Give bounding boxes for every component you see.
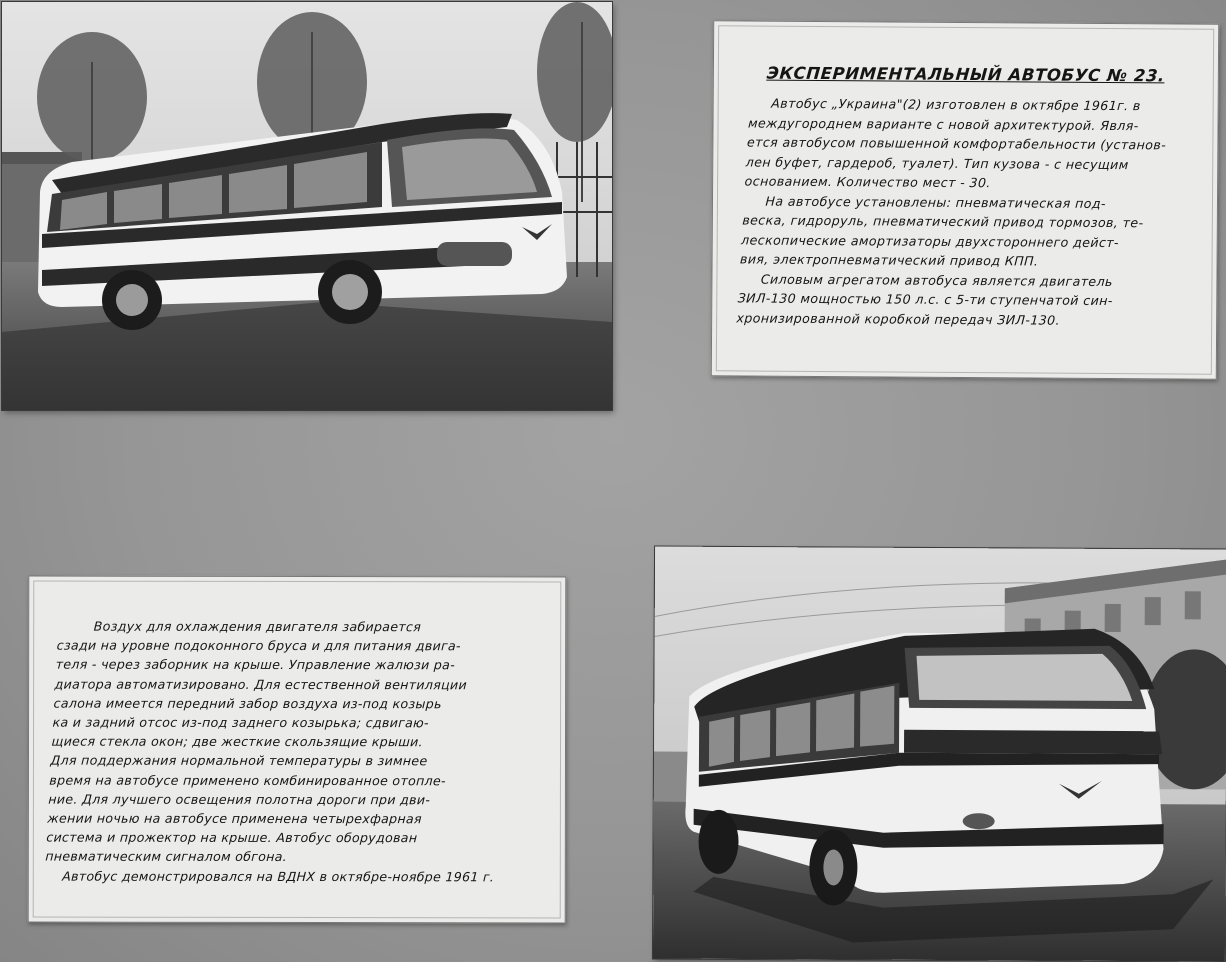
- text-line: пневматическим сигналом обгона.: [44, 848, 288, 865]
- photo-bus-rear-view: [653, 547, 1226, 962]
- text-line: время на автобусе применено комбинированное отопле-: [49, 772, 447, 788]
- text-line: система и прожектор на крыше. Автобус оборудован: [45, 829, 418, 846]
- text-line: ЗИЛ-130 мощностью 150 л.с. с 5-ти ступенчатой син-: [737, 290, 1114, 309]
- text-line: Силовым агрегатом автобуса является двигатель: [760, 271, 1114, 289]
- caption-card-top: [711, 20, 1219, 380]
- text-line: ние. Для лучшего освещения полотна дороги при дви-: [47, 791, 431, 808]
- caption-card-bottom: [28, 576, 567, 924]
- text-line: Автобус демонстрировался на ВДНХ в октябре-ноябре 1961 г.: [61, 868, 495, 884]
- text-line: щиеся стекла окон; две жесткие скользящие крыши.: [51, 733, 424, 750]
- text-line: Для поддержания нормальной температуры в зимнее: [50, 752, 428, 769]
- text-line: лескопические амортизаторы двухстороннего дейст-: [740, 231, 1120, 250]
- text-line: теля - через заборник на крыше. Управление жалюзи ра-: [55, 656, 456, 673]
- text-line: Автобус „Украина"(2) изготовлен в октябре 1961г. в: [770, 95, 1142, 114]
- text-line: ка и задний отсос из-под заднего козырька; сдвигаю-: [52, 714, 430, 731]
- card-text-top: [736, 93, 1202, 330]
- text-line: Воздух для охлаждения двигателя забирается: [93, 618, 422, 635]
- text-line: диатора автоматизировано. Для естественной вентиляции: [54, 676, 468, 692]
- text-line: лен буфет, гардероб, туалет). Тип кузова - с несущим: [745, 153, 1130, 172]
- text-line: междугороднем варианте с новой архитектурой. Явля-: [747, 114, 1140, 133]
- text-line: вия, электропневматический привод КПП.: [739, 251, 1039, 269]
- card-title: ЭКСПЕРИМЕНТАЛЬНЫЙ АВТОБУС № 23.: [766, 63, 1166, 86]
- text-line: основанием. Количество мест - 30.: [744, 173, 992, 191]
- text-line: салона имеется передний забор воздуха из-под козырь: [53, 695, 443, 712]
- text-line: На автобусе установлены: пневматическая под-: [765, 193, 1107, 211]
- text-line: жении ночью на автобусе применена четырехфарная: [46, 810, 423, 827]
- photo-bus-side-view: [2, 2, 612, 410]
- text-line: хронизированной коробкой передач ЗИЛ-130.: [736, 309, 1061, 328]
- text-line: веска, гидроруль, пневматический привод тормозов, те-: [741, 212, 1144, 231]
- text-line: ется автобусом повышенной комфортабельности (установ-: [746, 134, 1167, 153]
- text-line: сзади на уровне подоконного бруса и для питания двига-: [56, 637, 462, 654]
- card-text-bottom: [44, 617, 559, 887]
